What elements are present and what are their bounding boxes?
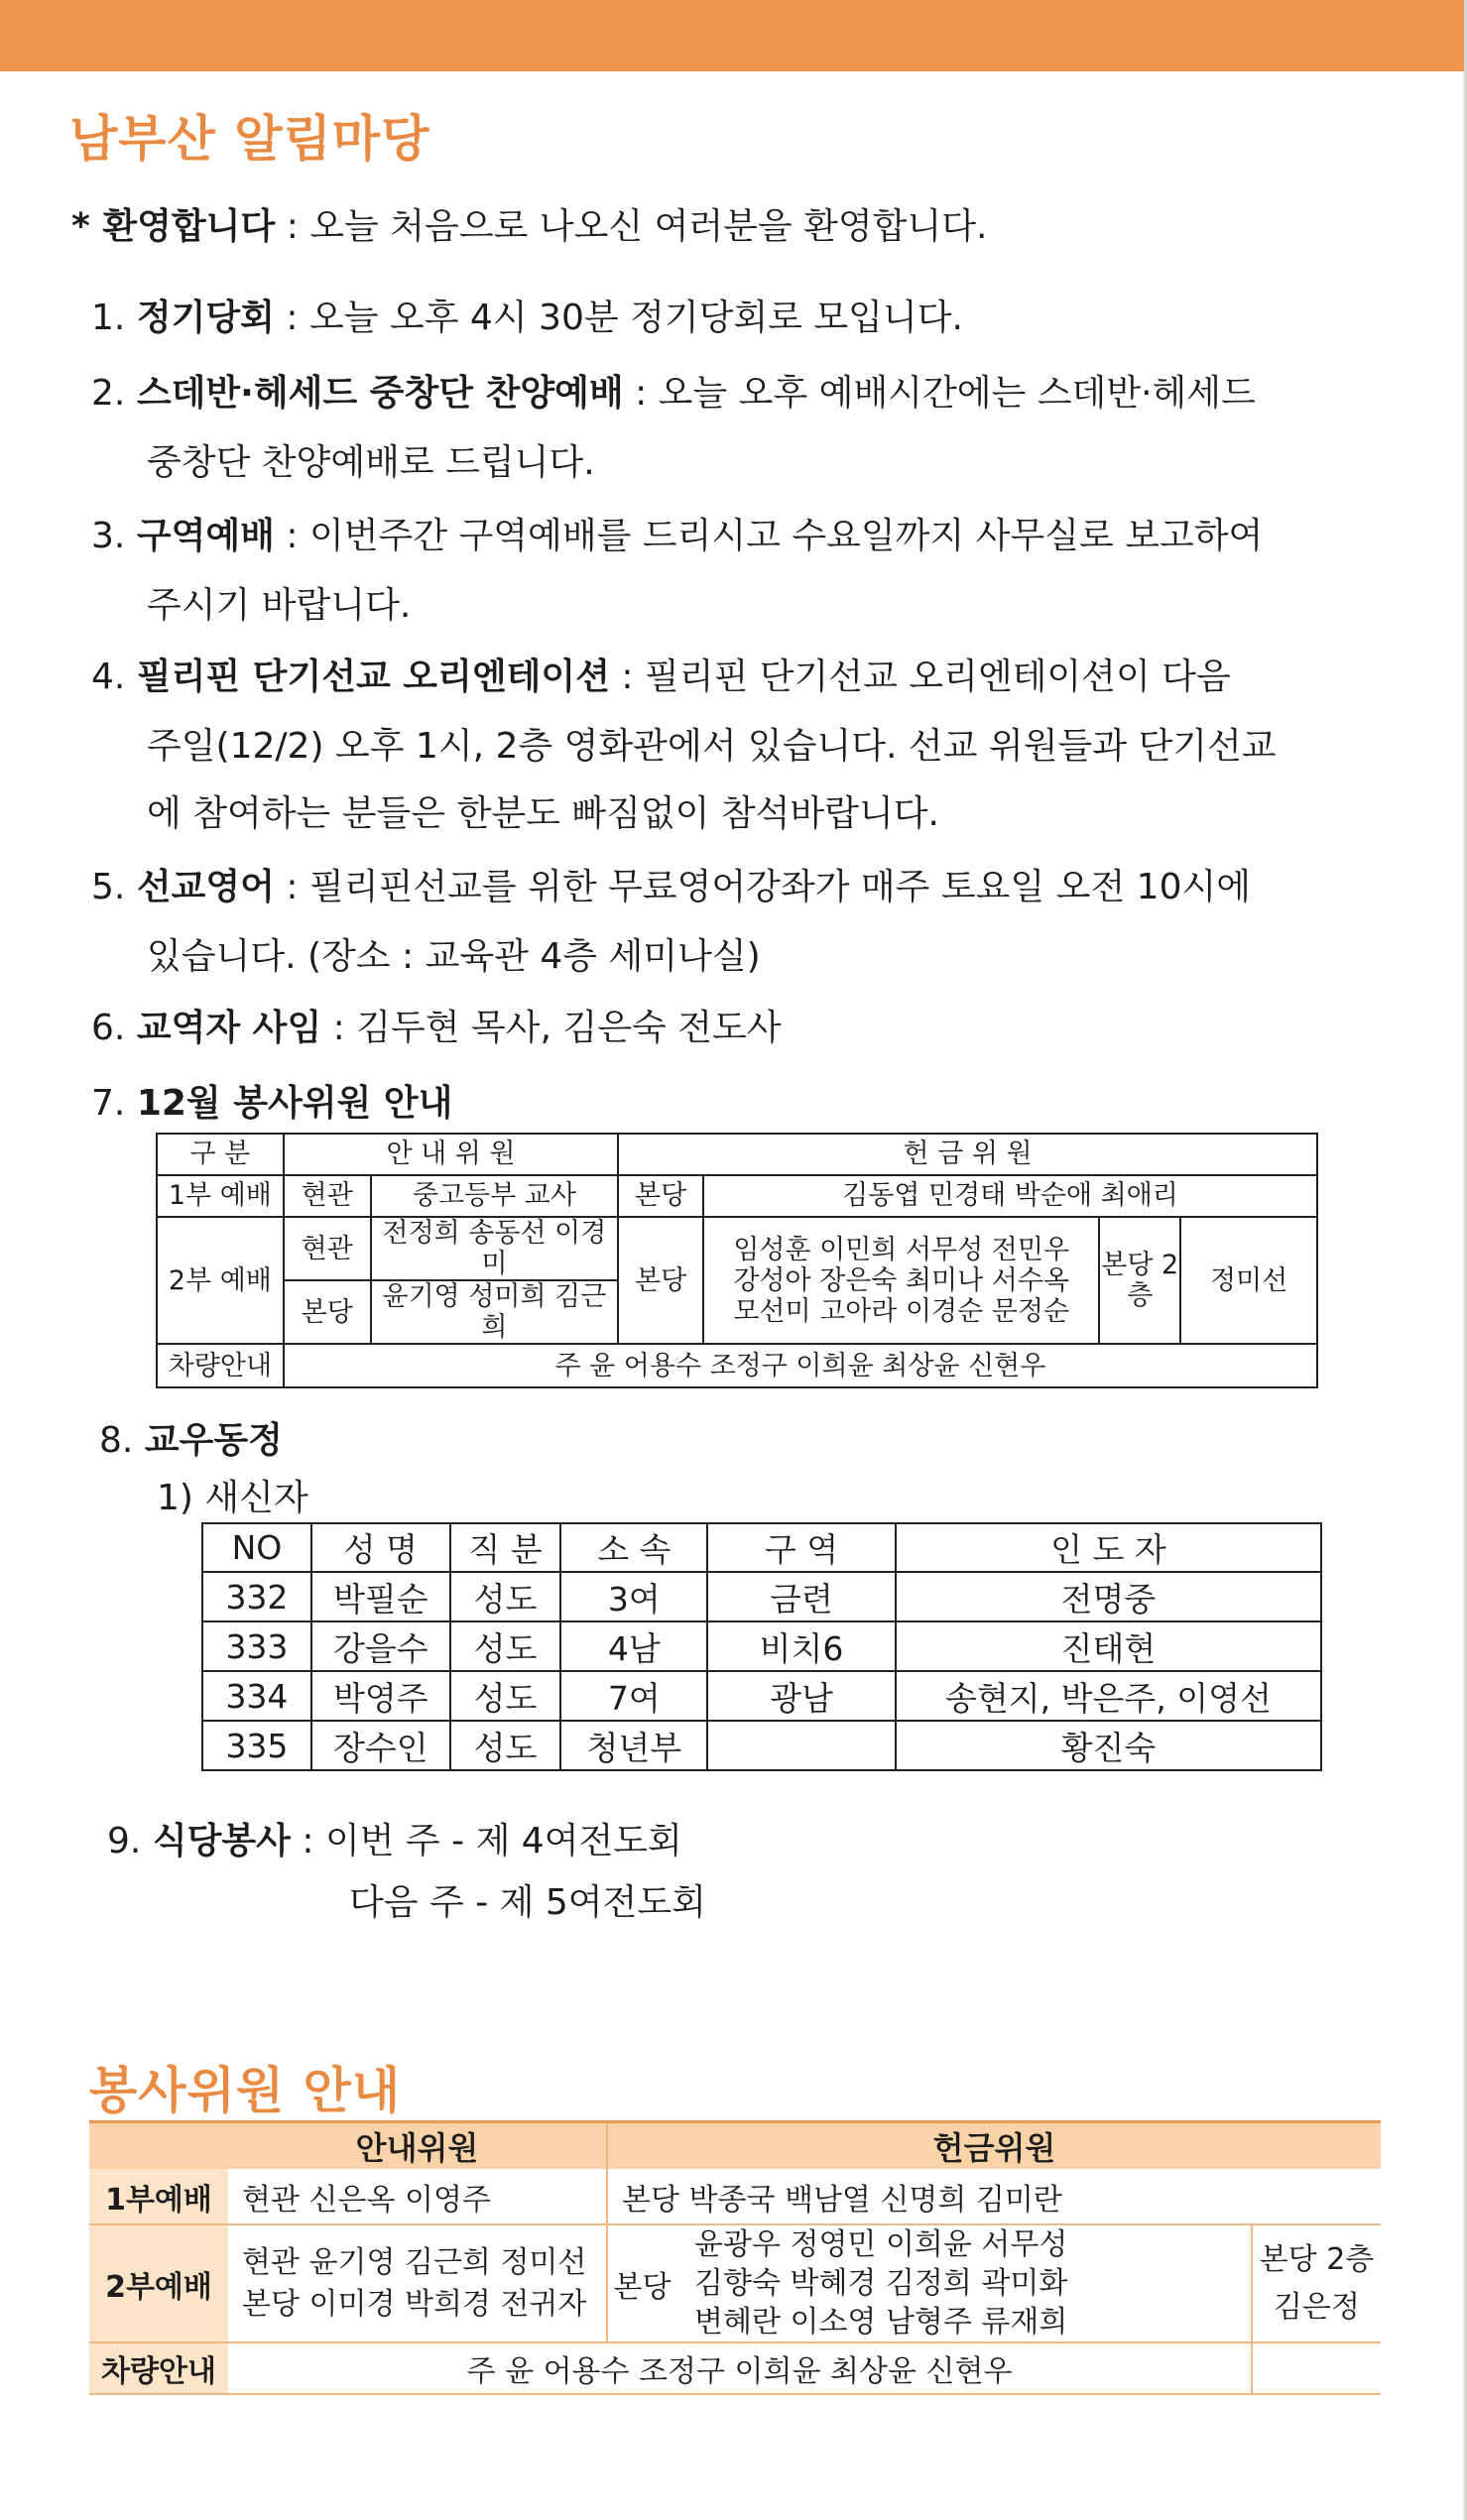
header-group: 소 속 bbox=[560, 1523, 707, 1572]
table-row bbox=[157, 1175, 1317, 1217]
guide-line: 현관 윤기영 김근희 정미선 bbox=[242, 2244, 587, 2280]
notice-item-7 bbox=[91, 1075, 452, 1126]
table-header-row bbox=[89, 2122, 1381, 2170]
table-row bbox=[89, 2342, 1381, 2394]
notice-item-8 bbox=[99, 1412, 283, 1463]
offering-line: 윤광우 정영민 이희윤 서무성 bbox=[694, 2227, 1068, 2262]
table-cell: 전명중 bbox=[896, 1572, 1321, 1621]
table-cell: 진태현 bbox=[896, 1621, 1321, 1671]
item-number: 6. bbox=[91, 1008, 126, 1048]
vehicle-names: 주 윤 어용수 조정구 이희윤 최상윤 신현우 bbox=[228, 2342, 1252, 2394]
volunteer-table bbox=[89, 2120, 1381, 2395]
offering-extra bbox=[1252, 2224, 1381, 2342]
vehicle-names: 주 윤 어용수 조정구 이희윤 최상윤 신현우 bbox=[284, 1344, 1317, 1387]
page-title: 남부산 알림마당 bbox=[69, 110, 430, 168]
welcome-line bbox=[71, 198, 987, 249]
welcome-label: * 환영합니다 bbox=[71, 206, 276, 247]
table-row bbox=[157, 1217, 1317, 1280]
item-number: 5. bbox=[91, 867, 126, 907]
item-continuation: 다음 주 - 제 5여전도회 bbox=[349, 1882, 706, 1923]
offering-line: 강성아 장은숙 최미나 서수옥 bbox=[733, 1264, 1070, 1296]
item-text: : 필리핀 단기선교 오리엔테이션이 다음 bbox=[609, 657, 1231, 697]
guide-names: 전정희 송동선 이경미 bbox=[371, 1217, 619, 1280]
offering-line: 임성훈 이민희 서무성 전민우 bbox=[733, 1234, 1070, 1265]
item-number: 9. bbox=[107, 1821, 142, 1861]
table-cell: 7여 bbox=[560, 1671, 707, 1721]
table-cell: 334 bbox=[202, 1671, 311, 1721]
notice-item-1 bbox=[91, 290, 963, 340]
table-row bbox=[202, 1671, 1321, 1721]
notice-item-3 bbox=[91, 508, 1263, 558]
guide-names: 윤기영 성미희 김근희 bbox=[371, 1280, 619, 1344]
item-number: 8. bbox=[99, 1420, 134, 1461]
newcomer-subtitle: 1) 새신자 bbox=[157, 1478, 308, 1518]
table-cell: 성도 bbox=[450, 1671, 561, 1721]
newcomer-table bbox=[201, 1522, 1322, 1771]
offering-line: 변혜란 이소영 남형주 류재희 bbox=[694, 2305, 1068, 2340]
top-accent-bar bbox=[0, 0, 1467, 71]
offering-names: 본당 박종국 백남열 신명희 김미란 bbox=[607, 2169, 1381, 2224]
location: 본당 bbox=[618, 1217, 703, 1344]
table-cell bbox=[707, 1721, 896, 1770]
table-header-row bbox=[202, 1523, 1321, 1572]
table-cell: 강을수 bbox=[311, 1621, 450, 1671]
table-row bbox=[202, 1621, 1321, 1671]
table-cell: 황진숙 bbox=[896, 1721, 1321, 1770]
item-text: : 오늘 오후 예배시간에는 스데반·헤세드 bbox=[623, 373, 1256, 414]
row-label: 2부예배 bbox=[89, 2224, 228, 2342]
table-cell: 박필순 bbox=[311, 1572, 450, 1621]
guide-names: 현관 신은옥 이영주 bbox=[228, 2169, 607, 2224]
item-title: 필리핀 단기선교 오리엔테이션 bbox=[136, 657, 610, 697]
table-cell: 금련 bbox=[707, 1572, 896, 1621]
table-cell: 3여 bbox=[560, 1572, 707, 1621]
item-continuation: 주시기 바랍니다. bbox=[147, 585, 412, 626]
table-row bbox=[202, 1721, 1321, 1770]
item-number: 7. bbox=[91, 1083, 126, 1124]
item-number: 2. bbox=[91, 373, 126, 414]
row-label: 1부예배 bbox=[89, 2169, 228, 2224]
header-guide: 인 도 자 bbox=[896, 1523, 1321, 1572]
table-row bbox=[202, 1572, 1321, 1621]
guide-names bbox=[228, 2224, 607, 2342]
header-no: NO bbox=[202, 1523, 311, 1572]
offering-line: 모선미 고아라 이경순 문정순 bbox=[733, 1295, 1070, 1327]
location: 현관 bbox=[284, 1217, 371, 1280]
extra-location: 본당 2층 bbox=[1259, 2241, 1375, 2277]
item-text: : 오늘 오후 4시 30분 정기당회로 모입니다. bbox=[274, 298, 963, 338]
table-cell: 성도 bbox=[450, 1721, 561, 1770]
item-text: : 필리핀선교를 위한 무료영어강좌가 매주 토요일 오전 10시에 bbox=[274, 867, 1252, 907]
header-division: 구 분 bbox=[157, 1134, 284, 1175]
row-label: 2부 예배 bbox=[157, 1217, 284, 1344]
item-continuation: 있습니다. (장소 : 교육관 4층 세미나실) bbox=[147, 936, 761, 977]
table-cell: 비치6 bbox=[707, 1621, 896, 1671]
header-offering: 헌금위원 bbox=[607, 2122, 1381, 2170]
location: 현관 bbox=[284, 1175, 371, 1217]
header-guide: 안내위원 bbox=[228, 2122, 607, 2170]
december-service-table bbox=[156, 1133, 1318, 1388]
item-number: 4. bbox=[91, 657, 126, 697]
item-continuation: 중창단 찬양예배로 드립니다. bbox=[147, 442, 595, 483]
notice-item-4 bbox=[91, 649, 1231, 699]
item-number: 3. bbox=[91, 516, 126, 556]
item-continuation: 주일(12/2) 오후 1시, 2층 영화관에서 있습니다. 선교 위원들과 단기선교 bbox=[147, 726, 1277, 767]
table-row bbox=[89, 2169, 1381, 2224]
guide-line: 본당 이미경 박희경 전귀자 bbox=[242, 2286, 587, 2322]
item-title: 교우동정 bbox=[144, 1420, 283, 1461]
table-cell: 성도 bbox=[450, 1621, 561, 1671]
table-cell: 333 bbox=[202, 1621, 311, 1671]
header-district: 구 역 bbox=[707, 1523, 896, 1572]
item-text: : 이번 주 - 제 4여전도회 bbox=[290, 1821, 682, 1861]
notice-item-6 bbox=[91, 1000, 782, 1050]
row-label: 차량안내 bbox=[89, 2342, 228, 2394]
offering-line: 김향숙 박혜경 김정희 곽미화 bbox=[694, 2266, 1068, 2301]
header-position: 직 분 bbox=[450, 1523, 561, 1572]
header-guide: 안 내 위 원 bbox=[284, 1134, 618, 1175]
table-cell: 332 bbox=[202, 1572, 311, 1621]
item-number: 1. bbox=[91, 298, 126, 338]
table-cell: 광남 bbox=[707, 1671, 896, 1721]
notice-item-9 bbox=[107, 1813, 682, 1863]
table-cell: 송현지, 박은주, 이영선 bbox=[896, 1671, 1321, 1721]
row-label: 차량안내 bbox=[157, 1344, 284, 1387]
item-title: 구역예배 bbox=[136, 516, 275, 556]
row-label: 1부 예배 bbox=[157, 1175, 284, 1217]
table-cell: 4남 bbox=[560, 1621, 707, 1671]
table-row bbox=[89, 2224, 1381, 2342]
extra-name: 김은정 bbox=[1274, 2289, 1360, 2325]
offering-names bbox=[703, 1217, 1099, 1344]
item-text: : 김두현 목사, 김은숙 전도사 bbox=[321, 1008, 782, 1048]
item-title: 12월 봉사위원 안내 bbox=[136, 1083, 453, 1124]
item-title: 선교영어 bbox=[136, 867, 275, 907]
notice-item-2 bbox=[91, 365, 1256, 416]
header-offering: 헌 금 위 원 bbox=[618, 1134, 1317, 1175]
header-name: 성 명 bbox=[311, 1523, 450, 1572]
table-row bbox=[157, 1344, 1317, 1387]
offering-names: 김동엽 민경태 박순애 최애리 bbox=[703, 1175, 1317, 1217]
item-title: 스데반·헤세드 중창단 찬양예배 bbox=[136, 373, 624, 414]
table-cell: 박영주 bbox=[311, 1671, 450, 1721]
item-title: 식당봉사 bbox=[152, 1821, 291, 1861]
item-title: 정기당회 bbox=[136, 298, 275, 338]
location: 본당 bbox=[284, 1280, 371, 1344]
table-cell: 장수인 bbox=[311, 1721, 450, 1770]
location: 본당 bbox=[607, 2224, 676, 2342]
table-cell: 성도 bbox=[450, 1572, 561, 1621]
table-cell: 청년부 bbox=[560, 1721, 707, 1770]
guide-names: 중고등부 교사 bbox=[371, 1175, 619, 1217]
table-header-row bbox=[157, 1134, 1317, 1175]
welcome-text: : 오늘 처음으로 나오신 여러분을 환영합니다. bbox=[275, 206, 988, 247]
location: 본당 bbox=[618, 1175, 703, 1217]
volunteer-section-title: 봉사위원 안내 bbox=[89, 2062, 402, 2119]
notice-item-5 bbox=[91, 859, 1251, 909]
item-title: 교역자 사임 bbox=[136, 1008, 322, 1048]
location: 본당 2층 bbox=[1099, 1217, 1180, 1344]
table-cell: 335 bbox=[202, 1721, 311, 1770]
item-text: : 이번주간 구역예배를 드리시고 수요일까지 사무실로 보고하여 bbox=[274, 516, 1264, 556]
item-continuation: 에 참여하는 분들은 한분도 빠짐없이 참석바랍니다. bbox=[147, 793, 939, 834]
offering-names bbox=[676, 2224, 1252, 2342]
offering-extra: 정미선 bbox=[1180, 1217, 1317, 1344]
